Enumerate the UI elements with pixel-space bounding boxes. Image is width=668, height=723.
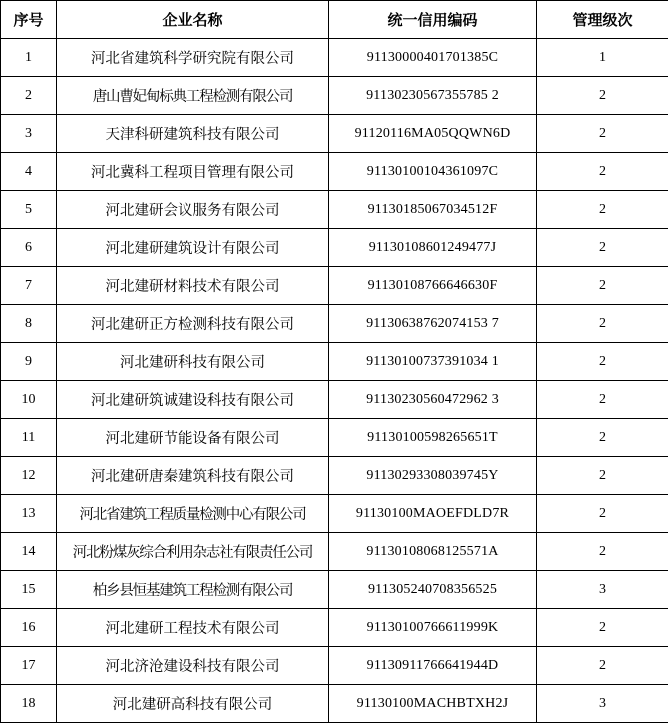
cell-management-level: 2 <box>537 495 668 533</box>
cell-index: 10 <box>1 381 57 419</box>
cell-company-name: 河北省建筑科学研究院有限公司 <box>57 39 329 77</box>
table-row <box>1 191 668 229</box>
table-row <box>1 153 668 191</box>
cell-management-level: 2 <box>537 533 668 571</box>
table-header-row <box>1 1 668 39</box>
cell-management-level: 2 <box>537 229 668 267</box>
cell-company-name: 天津科研建筑科技有限公司 <box>57 115 329 153</box>
cell-management-level: 2 <box>537 647 668 685</box>
table-row <box>1 647 668 685</box>
table-row <box>1 229 668 267</box>
cell-credit-code: 91130100598265651T <box>329 419 537 457</box>
cell-management-level: 2 <box>537 267 668 305</box>
cell-company-name: 河北粉煤灰综合利用杂志社有限责任公司 <box>57 533 329 571</box>
cell-management-level: 2 <box>537 77 668 115</box>
cell-index: 6 <box>1 229 57 267</box>
cell-management-level: 2 <box>537 115 668 153</box>
table-body <box>1 39 668 723</box>
table-row <box>1 381 668 419</box>
table-row <box>1 267 668 305</box>
cell-company-name: 河北建研筑诚建设科技有限公司 <box>57 381 329 419</box>
cell-company-name: 河北建研唐秦建筑科技有限公司 <box>57 457 329 495</box>
table-row <box>1 533 668 571</box>
cell-management-level: 2 <box>537 381 668 419</box>
cell-company-name: 河北冀科工程项目管理有限公司 <box>57 153 329 191</box>
cell-index: 18 <box>1 685 57 723</box>
cell-company-name: 河北建研会议服务有限公司 <box>57 191 329 229</box>
cell-company-name: 河北建研建筑设计有限公司 <box>57 229 329 267</box>
cell-company-name: 河北省建筑工程质量检测中心有限公司 <box>57 495 329 533</box>
cell-company-name: 河北建研正方检测科技有限公司 <box>57 305 329 343</box>
table-row <box>1 419 668 457</box>
cell-management-level: 2 <box>537 419 668 457</box>
table-row <box>1 305 668 343</box>
table-row <box>1 571 668 609</box>
cell-company-name: 河北建研节能设备有限公司 <box>57 419 329 457</box>
cell-credit-code: 911305240708356525 <box>329 571 537 609</box>
cell-index: 15 <box>1 571 57 609</box>
table-row <box>1 495 668 533</box>
column-header-index: 序号 <box>1 1 57 39</box>
table-row <box>1 457 668 495</box>
cell-index: 11 <box>1 419 57 457</box>
cell-company-name: 河北建研工程技术有限公司 <box>57 609 329 647</box>
table-row <box>1 343 668 381</box>
table-row <box>1 609 668 647</box>
cell-index: 9 <box>1 343 57 381</box>
cell-company-name: 河北济沧建设科技有限公司 <box>57 647 329 685</box>
cell-credit-code: 91130100104361097C <box>329 153 537 191</box>
column-header-company-name: 企业名称 <box>57 1 329 39</box>
cell-index: 7 <box>1 267 57 305</box>
cell-management-level: 2 <box>537 343 668 381</box>
table-row <box>1 77 668 115</box>
cell-index: 16 <box>1 609 57 647</box>
cell-index: 12 <box>1 457 57 495</box>
column-header-management-level: 管理级次 <box>537 1 668 39</box>
cell-credit-code: 91130911766641944D <box>329 647 537 685</box>
cell-company-name: 唐山曹妃甸标典工程检测有限公司 <box>57 77 329 115</box>
cell-index: 2 <box>1 77 57 115</box>
column-header-credit-code: 统一信用编码 <box>329 1 537 39</box>
cell-management-level: 2 <box>537 305 668 343</box>
cell-management-level: 2 <box>537 609 668 647</box>
cell-credit-code: 91130230560472962 3 <box>329 381 537 419</box>
cell-credit-code: 91130108068125571A <box>329 533 537 571</box>
cell-management-level: 2 <box>537 191 668 229</box>
cell-index: 17 <box>1 647 57 685</box>
cell-credit-code: 91130108766646630F <box>329 267 537 305</box>
cell-management-level: 3 <box>537 685 668 723</box>
cell-management-level: 2 <box>537 153 668 191</box>
cell-index: 8 <box>1 305 57 343</box>
cell-credit-code: 91130185067034512F <box>329 191 537 229</box>
cell-index: 1 <box>1 39 57 77</box>
cell-management-level: 3 <box>537 571 668 609</box>
cell-company-name: 河北建研科技有限公司 <box>57 343 329 381</box>
cell-index: 3 <box>1 115 57 153</box>
cell-management-level: 2 <box>537 457 668 495</box>
cell-index: 5 <box>1 191 57 229</box>
cell-credit-code: 91130100766611999K <box>329 609 537 647</box>
cell-company-name: 河北建研材料技术有限公司 <box>57 267 329 305</box>
cell-credit-code: 91130293308039745Y <box>329 457 537 495</box>
table-row <box>1 685 668 723</box>
cell-credit-code: 91130000401701385C <box>329 39 537 77</box>
cell-index: 4 <box>1 153 57 191</box>
table-row <box>1 115 668 153</box>
cell-credit-code: 91130100MACHBTXH2J <box>329 685 537 723</box>
cell-company-name: 河北建研高科技有限公司 <box>57 685 329 723</box>
cell-company-name: 柏乡县恒基建筑工程检测有限公司 <box>57 571 329 609</box>
cell-credit-code: 91130230567355785 2 <box>329 77 537 115</box>
table-row <box>1 39 668 77</box>
cell-credit-code: 91120116MA05QQWN6D <box>329 115 537 153</box>
cell-credit-code: 91130638762074153 7 <box>329 305 537 343</box>
cell-credit-code: 91130108601249477J <box>329 229 537 267</box>
cell-index: 14 <box>1 533 57 571</box>
cell-credit-code: 91130100737391034 1 <box>329 343 537 381</box>
cell-management-level: 1 <box>537 39 668 77</box>
cell-credit-code: 91130100MAOEFDLD7R <box>329 495 537 533</box>
cell-index: 13 <box>1 495 57 533</box>
